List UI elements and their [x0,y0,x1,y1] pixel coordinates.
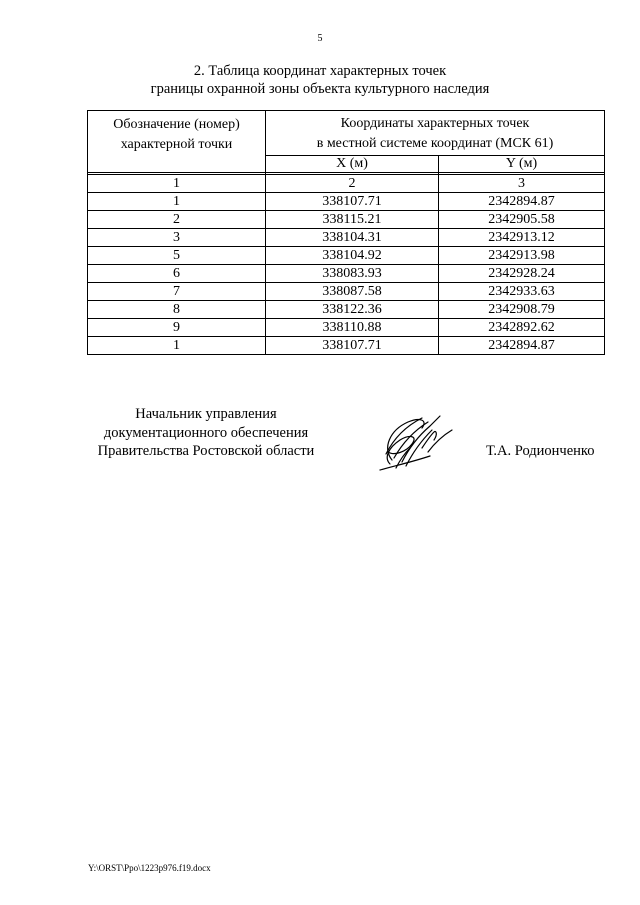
table-row [88,337,605,355]
table-row [88,211,605,229]
file-path: Y:\ORST\Ppo\1223p976.f19.docx [88,863,211,873]
point-number: 9 [88,319,266,337]
header-coordinates-line-2: в местной системе координат (МСК 61) [316,136,554,151]
header-y: Y (м) [439,156,605,173]
y-coordinate: 2342928.24 [439,265,605,283]
handwritten-signature [372,408,458,474]
header-point-designation [88,111,266,173]
y-coordinate: 2342933.63 [439,283,605,301]
x-coordinate: 338115.21 [266,211,439,229]
table-header-row-1 [88,111,605,156]
column-number-2: 2 [266,175,439,193]
y-coordinate: 2342905.58 [439,211,605,229]
header-coordinates-line-1: Координаты характерных точек [340,116,530,131]
y-coordinate: 2342894.87 [439,337,605,355]
header-x: X (м) [266,156,439,173]
point-number: 1 [88,193,266,211]
table-row [88,283,605,301]
x-coordinate: 338122.36 [266,301,439,319]
table-row [88,319,605,337]
signatory-position-line-1: Начальник управления [135,406,277,422]
x-coordinate: 338107.71 [266,193,439,211]
table-row [88,193,605,211]
x-coordinate: 338104.92 [266,247,439,265]
y-coordinate: 2342908.79 [439,301,605,319]
x-coordinate: 338110.88 [266,319,439,337]
point-number: 6 [88,265,266,283]
x-coordinate: 338107.71 [266,337,439,355]
point-number: 2 [88,211,266,229]
x-coordinate: 338083.93 [266,265,439,283]
signer-name: Т.А. Родионченко [486,443,595,459]
table-title [0,62,640,98]
table-row [88,247,605,265]
signatory-position-line-3: Правительства Ростовской области [97,443,315,459]
table-title-line-1: 2. Таблица координат характерных точек [193,63,447,79]
table-row [88,265,605,283]
column-number-row [88,175,605,193]
column-number-1: 1 [88,175,266,193]
point-number: 3 [88,229,266,247]
point-number: 1 [88,337,266,355]
x-coordinate: 338104.31 [266,229,439,247]
y-coordinate: 2342892.62 [439,319,605,337]
page-number: 5 [317,33,323,44]
column-number-3: 3 [439,175,605,193]
point-number: 5 [88,247,266,265]
y-coordinate: 2342913.98 [439,247,605,265]
point-number: 8 [88,301,266,319]
header-point-designation-line-1: Обозначение (номер) [113,117,240,132]
point-number: 7 [88,283,266,301]
table-row [88,229,605,247]
signatory-position-line-2: документационного обеспечения [103,424,309,441]
table-title-line-2: границы охранной зоны объекта культурного наследия [150,81,490,97]
y-coordinate: 2342894.87 [439,193,605,211]
header-coordinates [266,111,605,156]
table-row [88,301,605,319]
signatory-position [86,405,326,461]
coordinates-table [87,110,605,355]
y-coordinate: 2342913.12 [439,229,605,247]
x-coordinate: 338087.58 [266,283,439,301]
coordinates-table-body [88,111,605,355]
header-point-designation-line-2: характерной точки [120,137,233,152]
